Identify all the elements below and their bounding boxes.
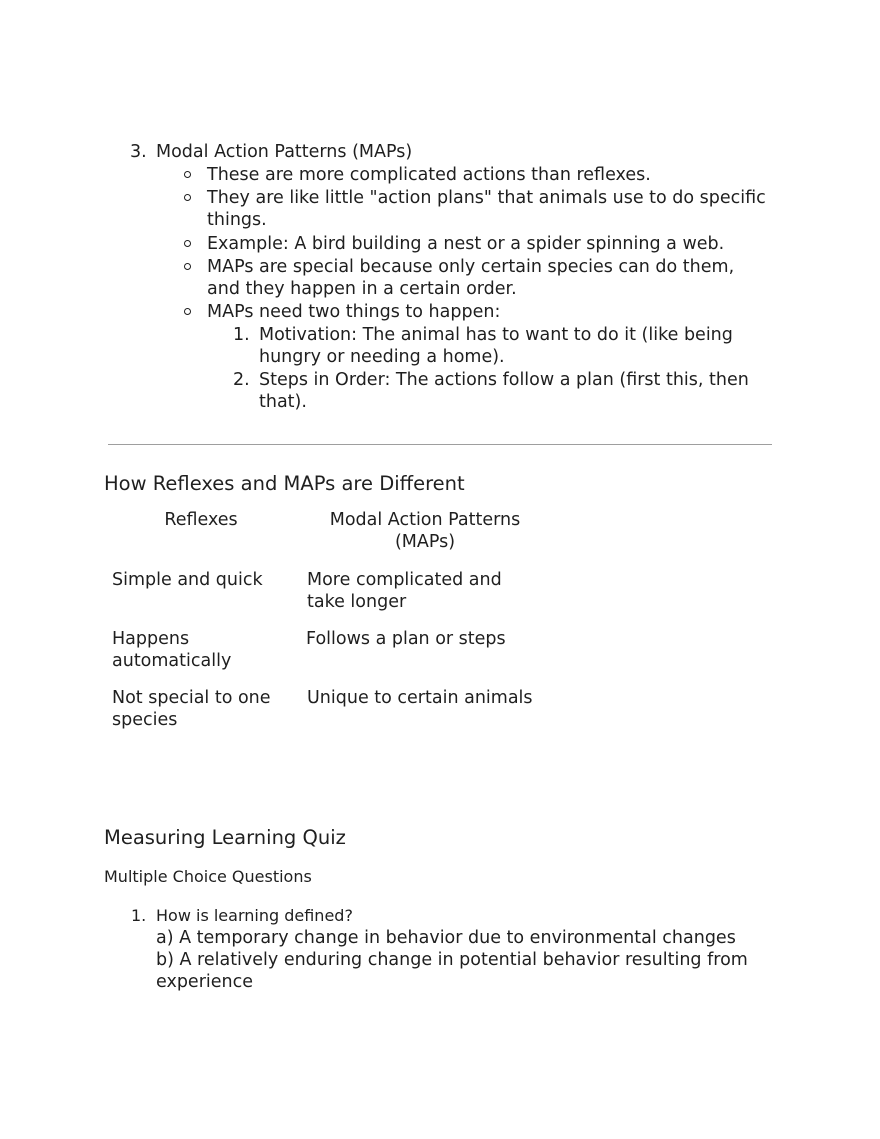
- subitem-number: 1.: [233, 325, 250, 345]
- bullet-icon: [184, 308, 191, 315]
- bullet-text-cont: things.: [207, 210, 267, 230]
- subitem-text-cont: that).: [259, 392, 307, 412]
- bullet-text: Example: A bird building a nest or a spider spinning a web.: [207, 234, 725, 254]
- option-a: a) A temporary change in behavior due to environmental changes: [156, 928, 736, 948]
- subitem-text: Steps in Order: The actions follow a plan (first this, then: [259, 370, 749, 390]
- question-number: 1.: [131, 906, 147, 925]
- table-cell: Simple and quick: [112, 570, 263, 590]
- section-title: Modal Action Patterns (MAPs): [156, 142, 413, 162]
- quiz-subheading: Multiple Choice Questions: [104, 867, 312, 886]
- bullet-icon: [184, 194, 191, 201]
- table-header-reflexes: Reflexes: [164, 510, 238, 530]
- option-b-cont: experience: [156, 972, 253, 992]
- table-cell: Follows a plan or steps: [306, 629, 506, 649]
- bullet-text: These are more complicated actions than reflexes.: [207, 165, 651, 185]
- comparison-heading: How Reflexes and MAPs are Different: [104, 472, 465, 495]
- question-text: How is learning defined?: [156, 906, 353, 925]
- bullet-icon: [184, 263, 191, 270]
- option-b: b) A relatively enduring change in potential behavior resulting from: [156, 950, 748, 970]
- bullet-icon: [184, 171, 191, 178]
- table-cell: Unique to certain animals: [307, 688, 533, 708]
- table-cell: Happens automatically: [112, 629, 232, 671]
- subitem-text: Motivation: The animal has to want to do it (like being: [259, 325, 733, 345]
- bullet-text: They are like little "action plans" that animals use to do specific: [207, 188, 766, 208]
- bullet-icon: [184, 240, 191, 247]
- table-header-maps: Modal Action Patterns (MAPs): [329, 510, 521, 552]
- table-cell: More complicated and take longer: [307, 570, 502, 612]
- bullet-text: MAPs are special because only certain species can do them,: [207, 257, 735, 277]
- subitem-number: 2.: [233, 370, 250, 390]
- section-number: 3.: [130, 142, 147, 162]
- subitem-text-cont: hungry or needing a home).: [259, 347, 505, 367]
- table-cell: Not special to one species: [112, 688, 271, 730]
- bullet-text: MAPs need two things to happen:: [207, 302, 501, 322]
- horizontal-divider: [108, 444, 772, 445]
- quiz-heading: Measuring Learning Quiz: [104, 826, 346, 849]
- bullet-text-cont: and they happen in a certain order.: [207, 279, 517, 299]
